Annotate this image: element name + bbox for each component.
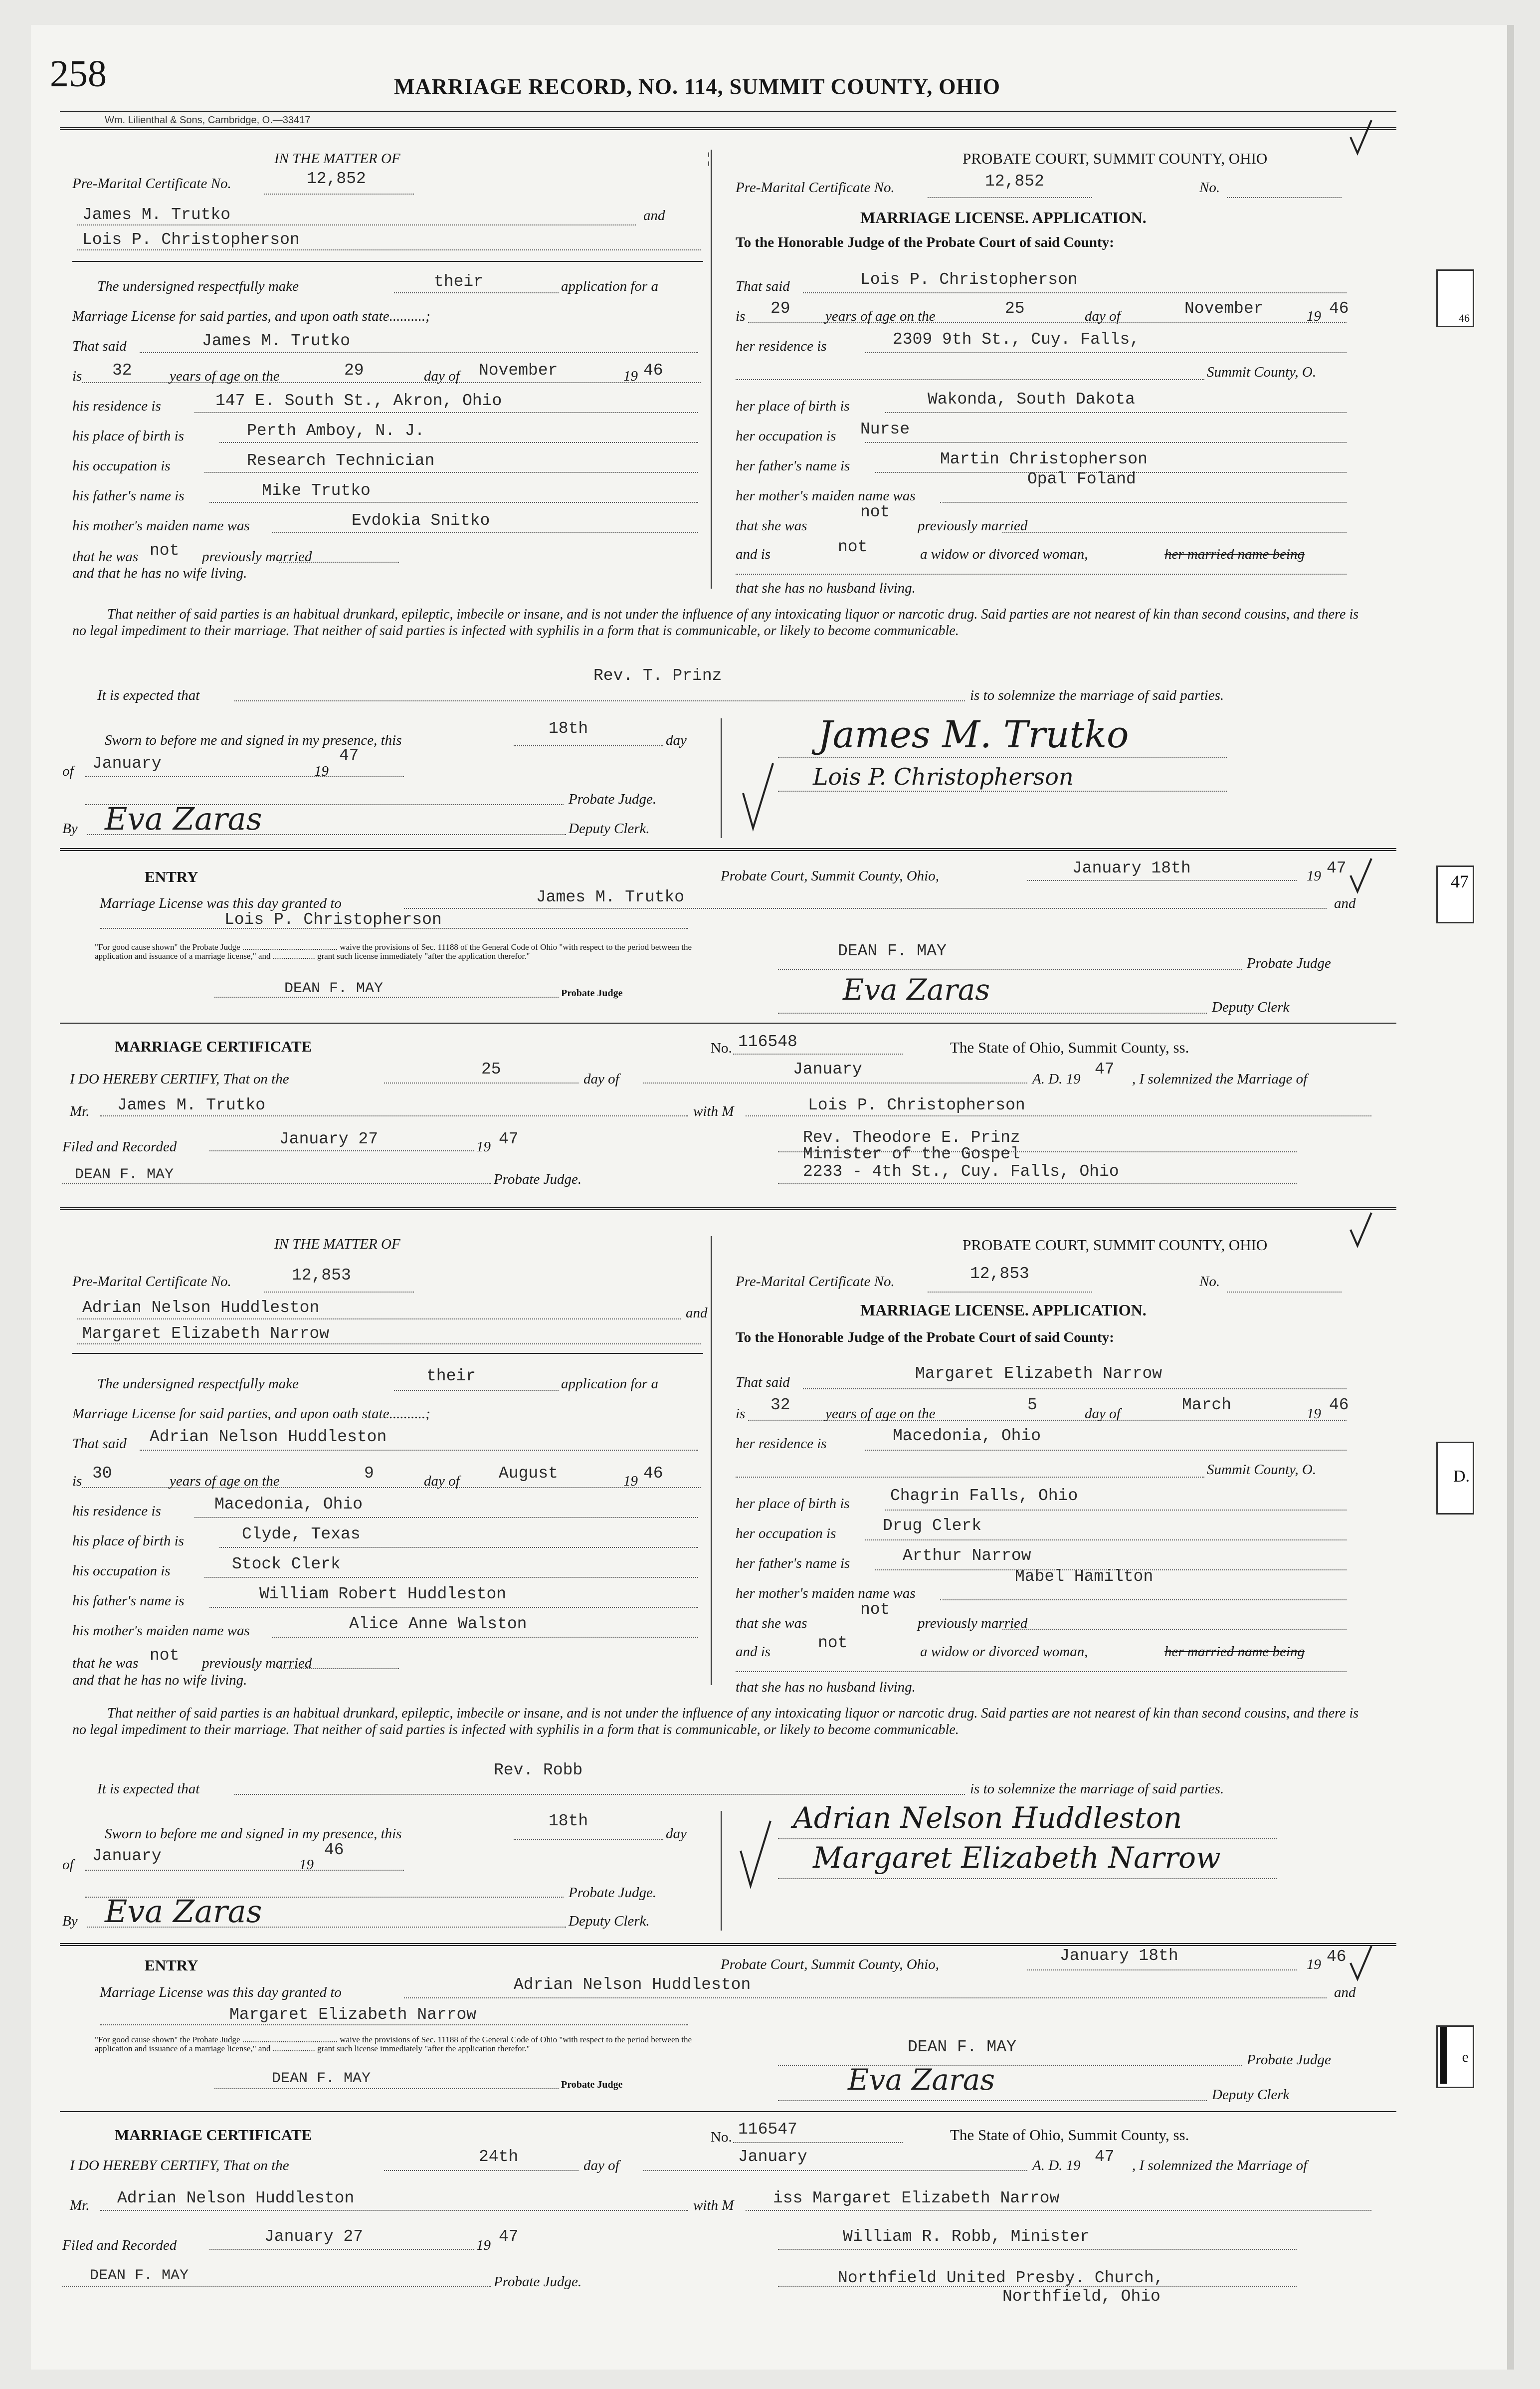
bride-birth-day: 25 xyxy=(1005,299,1025,318)
judge-stamp: DEAN F. MAY xyxy=(838,942,947,960)
filed-year: 47 xyxy=(499,1130,519,1148)
clerk-signature: Eva Zaras xyxy=(105,801,262,837)
and-label: and xyxy=(643,208,665,223)
certificate-heading: MARRIAGE CERTIFICATE xyxy=(115,1038,312,1055)
officiant: Rev. T. Prinz xyxy=(593,666,722,685)
bride-father: Martin Christopherson xyxy=(940,450,1148,468)
check-mark xyxy=(1347,856,1376,895)
header-rule xyxy=(60,127,1396,130)
check-mark xyxy=(1347,117,1376,157)
entry-heading: ENTRY xyxy=(145,868,198,885)
premarital-label: Pre-Marital Certificate No. xyxy=(72,176,231,192)
filed-date: January 27 xyxy=(279,1130,379,1148)
groom-age-2: 30 xyxy=(92,1464,112,1483)
groom-signature: James M. Trutko xyxy=(818,713,1129,756)
certificate-month: January xyxy=(793,1060,862,1079)
bride-mother: Opal Foland xyxy=(1027,470,1136,488)
page-title: MARRIAGE RECORD, NO. 114, SUMMIT COUNTY, OHIO xyxy=(394,74,1000,99)
clerk-signature-2: Eva Zaras xyxy=(105,1893,262,1930)
groom-birth-year: 46 xyxy=(643,361,663,380)
license-application-heading: MARRIAGE LICENSE. APPLICATION. xyxy=(860,209,1147,226)
minister-line-2: Minister of the Gospel xyxy=(803,1145,1020,1163)
legal-statement: That neither of said parties is an habitual drunkard, epileptic, imbecile or insane, and is not under the influence of any intoxicating liquor or narcotic drug. Said parties are not nearest of kin than second cousins, and there is no legal impediment to their marriage. That neither of said parties is infected with syphilis in a form that is communicable, or likely to become communicable. xyxy=(72,607,1359,639)
groom-name-line: James M. Trutko xyxy=(202,332,351,350)
groom-occupation: Research Technician xyxy=(247,451,435,470)
applicant-pronoun: their xyxy=(434,272,484,291)
bride-name-2: Margaret Elizabeth Narrow xyxy=(82,1324,330,1343)
in-matter-label: IN THE MATTER OF xyxy=(274,151,400,167)
bride-name-line: Lois P. Christopherson xyxy=(860,270,1078,289)
groom-birth-month: November xyxy=(479,361,558,380)
minister-line-3: 2233 - 4th St., Cuy. Falls, Ohio xyxy=(803,1162,1119,1181)
groom-mother: Evdokia Snitko xyxy=(352,511,490,530)
check-mark xyxy=(1347,1210,1376,1250)
sworn-month: January xyxy=(92,754,162,773)
groom-name: James M. Trutko xyxy=(82,206,231,224)
bride-occupation: Nurse xyxy=(860,420,910,438)
bride-name: Lois P. Christopherson xyxy=(82,230,300,249)
entry-bride: Lois P. Christopherson xyxy=(224,910,442,929)
groom-signature-2: Adrian Nelson Huddleston xyxy=(793,1801,1182,1835)
certificate-day: 25 xyxy=(481,1060,501,1079)
groom-age: 32 xyxy=(112,361,132,380)
groom-name-2: Adrian Nelson Huddleston xyxy=(82,1299,320,1317)
sworn-year: 47 xyxy=(339,746,359,765)
entry-groom: James M. Trutko xyxy=(536,888,685,906)
entry-date: January 18th xyxy=(1072,859,1191,877)
certificate-year: 47 xyxy=(1095,1060,1115,1079)
record-divider xyxy=(60,1207,1396,1210)
certificate-number: 116548 xyxy=(738,1033,797,1051)
certificate-number-2: 116547 xyxy=(738,2120,797,2139)
bride-signature-2: Margaret Elizabeth Narrow xyxy=(813,1841,1221,1875)
publisher-line: Wm. Lilienthal & Sons, Cambridge, O.—33417 xyxy=(105,115,311,126)
page-number: 258 xyxy=(50,53,107,95)
court-heading: PROBATE COURT, SUMMIT COUNTY, OHIO xyxy=(962,150,1268,167)
groom-birthplace: Perth Amboy, N. J. xyxy=(247,422,425,440)
header-rule-top xyxy=(60,111,1396,112)
premarital-no-right: 12,852 xyxy=(985,172,1044,191)
groom-previously: not xyxy=(150,541,180,560)
judge-stamp-small: DEAN F. MAY xyxy=(284,980,384,997)
minister-line-1: Rev. Theodore E. Prinz xyxy=(803,1128,1020,1147)
filed-judge: DEAN F. MAY xyxy=(75,1166,174,1183)
margin-tab: 47 xyxy=(1436,866,1474,923)
check-mark xyxy=(738,758,778,833)
groom-father: Mike Trutko xyxy=(262,481,371,500)
bride-signature: Lois P. Christopherson xyxy=(813,763,1074,790)
bride-birthplace: Wakonda, South Dakota xyxy=(928,390,1135,409)
entry-clerk-signature: Eva Zaras xyxy=(843,973,990,1007)
premarital-no: 12,852 xyxy=(307,170,366,188)
premarital-no-2: 12,853 xyxy=(292,1266,351,1285)
margin-tab: e xyxy=(1436,2025,1474,2088)
certificate-bride: Lois P. Christopherson xyxy=(808,1096,1025,1114)
bride-birth-year: 46 xyxy=(1329,299,1349,318)
officiant-2: Rev. Robb xyxy=(494,1761,583,1779)
bride-widow: not xyxy=(838,538,868,556)
check-mark-2 xyxy=(736,1816,775,1891)
sworn-day: 18th xyxy=(549,719,588,738)
entry-year: 47 xyxy=(1327,859,1347,877)
bride-previously: not xyxy=(860,503,890,521)
groom-residence: 147 E. South St., Akron, Ohio xyxy=(215,392,502,410)
margin-tab: 46 xyxy=(1436,269,1474,327)
margin-tab: D. xyxy=(1436,1442,1474,1515)
bride-residence: 2309 9th St., Cuy. Falls, xyxy=(893,330,1140,349)
certificate-groom: James M. Trutko xyxy=(117,1096,266,1114)
groom-birth-day: 29 xyxy=(344,361,364,380)
check-mark xyxy=(1347,1943,1376,1983)
bride-age: 29 xyxy=(770,299,790,318)
good-cause-clause: "For good cause shown" the Probate Judge ............................................. waive the provisions of Sec. 11188 of the General Code of Ohio "with respect to the period between the application and issuance of a marriage license," and .................... grant such license immediately "after the application therefor." xyxy=(95,942,692,961)
bride-birth-month: November xyxy=(1184,299,1264,318)
